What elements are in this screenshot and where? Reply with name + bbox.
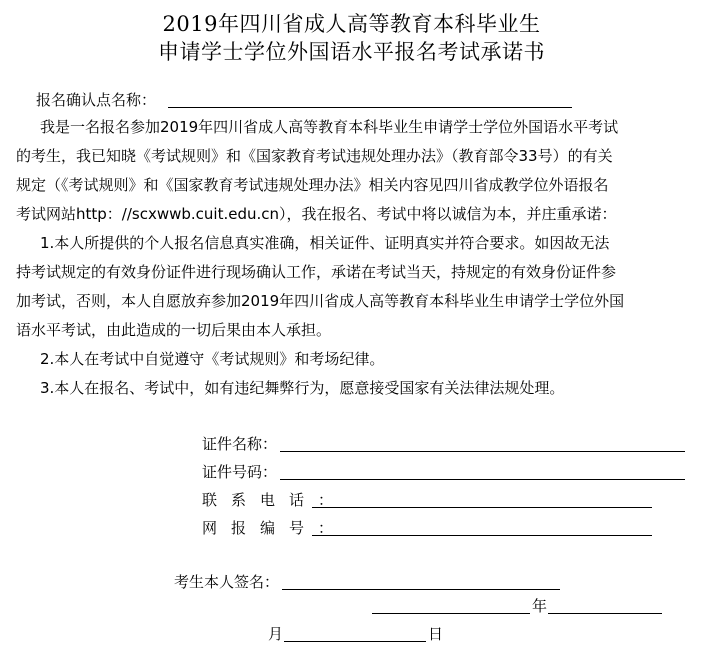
year-field[interactable] bbox=[372, 612, 530, 614]
pledge-item1-line1: 1.本人所提供的个人报名信息真实准确，相关证件、证明真实并符合要求。如因故无法 bbox=[40, 234, 610, 252]
year-label: 年 bbox=[532, 597, 548, 615]
id-name-label: 证件名称： bbox=[202, 435, 278, 453]
id-number-field[interactable] bbox=[280, 478, 685, 480]
pledge-item1-line2: 持考试规定的有效身份证件进行现场确认工作，承诺在考试当天，持规定的有效身份证件参 bbox=[16, 263, 617, 281]
id-number-label: 证件号码： bbox=[202, 463, 278, 481]
month-day-field[interactable] bbox=[284, 640, 426, 642]
pledge-item1-line3: 加考试，否则，本人自愿放弃参加2019年四川省成人高等教育本科毕业生申请学士学位外国 bbox=[16, 292, 625, 310]
phone-label: 联系电话： bbox=[202, 491, 348, 509]
paragraph-intro-line2: 的考生，我已知晓《考试规则》和《国家教育考试违规处理办法》（教育部令33号）的有关 bbox=[16, 147, 613, 165]
confirm-point-field[interactable] bbox=[168, 106, 572, 108]
confirm-point-label: 报名确认点名称： bbox=[36, 91, 157, 109]
day-label: 日 bbox=[428, 625, 444, 643]
web-number-label: 网报编号： bbox=[202, 519, 348, 537]
paragraph-intro-line1: 我是一名报名参加2019年四川省成人高等教育本科毕业生申请学士学位外国语水平考试 bbox=[40, 118, 619, 136]
id-name-field[interactable] bbox=[280, 450, 685, 452]
pledge-item3: 3.本人在报名、考试中，如有违纪舞弊行为，愿意接受国家有关法律法规处理。 bbox=[40, 379, 565, 397]
pledge-item2: 2.本人在考试中自觉遵守《考试规则》和考场纪律。 bbox=[40, 350, 385, 368]
document-title-line2: 申请学士学位外国语水平报名考试承诺书 bbox=[158, 40, 545, 64]
web-number-field[interactable] bbox=[312, 534, 652, 536]
phone-field[interactable] bbox=[312, 506, 652, 508]
document-title-line1: 2019年四川省成人高等教育本科毕业生 bbox=[162, 12, 541, 36]
signature-field[interactable] bbox=[282, 588, 560, 590]
paragraph-intro-line3: 规定（《考试规则》和《国家教育考试违规处理办法》相关内容见四川省成教学位外语报名 bbox=[16, 176, 609, 194]
year-trailing-line bbox=[548, 612, 662, 614]
paragraph-intro-line4: 考试网站http：//scxwwb.cuit.edu.cn），我在报名、考试中将以诚信为本，并庄重承诺： bbox=[16, 205, 617, 223]
pledge-item1-line4: 语水平考试，由此造成的一切后果由本人承担。 bbox=[16, 321, 332, 339]
signature-label: 考生本人签名： bbox=[174, 573, 280, 591]
month-label: 月 bbox=[268, 625, 284, 643]
